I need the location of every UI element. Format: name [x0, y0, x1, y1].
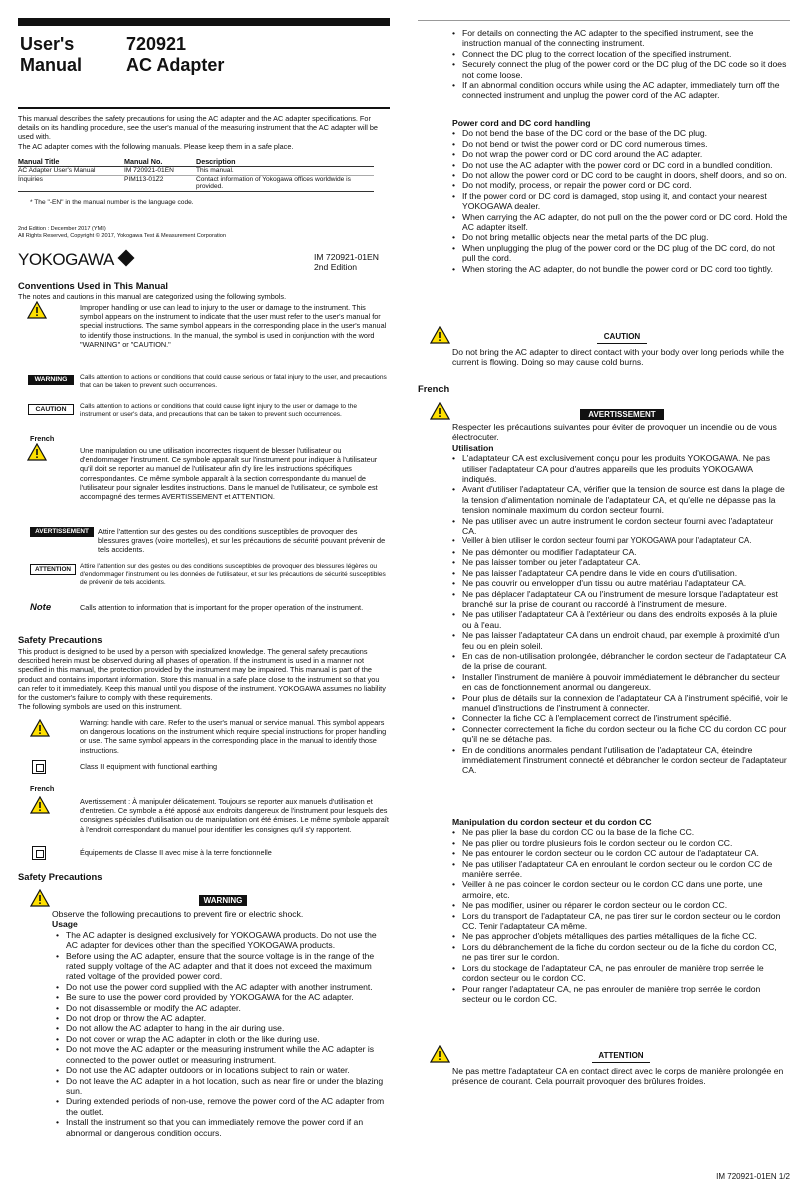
- list-item: • Do not allow the AC adapter to hang in the air during use.: [56, 1023, 390, 1033]
- avertissement-label: AVERTISSEMENT: [580, 409, 664, 420]
- list-item: • Do not allow the power cord or DC cord to be caught in doors, shelf doors, and so on.: [452, 170, 788, 180]
- list-item: • Lors du transport de l'adaptateur CA, ne pas tirer sur le cordon secteur ou le cordon CC. Tenir l'adaptateur CA même.: [452, 911, 788, 932]
- list-item: • Ne pas plier la base du cordon CC ou la base de la fiche CC.: [452, 827, 788, 837]
- warning-triangle-icon: [30, 889, 50, 907]
- list-item: • Ne pas démonter ou modifier l'adaptateur CA.: [452, 547, 788, 557]
- list-item: • Ne pas entourer le cordon secteur ou le cordon CC autour de l'adaptateur CA.: [452, 848, 788, 858]
- list-item: • Avant d'utiliser l'adaptateur CA, vérifier que la tension de source est dans la plage de la tension d'alimentation nominale de l'adaptateur CA, et qu'elle ne dépasse pas la tension nominale maximum du cordon secteur fourni.: [452, 484, 788, 515]
- caution-label: CAUTION: [28, 404, 74, 415]
- list-item: • Ne pas déplacer l'adaptateur CA ou l'instrument de mesure lorsque l'adaptateur est branché sur la prise de courant ou raccordé à l'instrument de mesure.: [452, 589, 788, 610]
- list-item: • Do not use the AC adapter outdoors or in locations subject to rain or water.: [56, 1065, 390, 1075]
- list-item: • Ne pas utiliser avec un autre instrument le cordon secteur fourni avec l'adaptateur CA.: [452, 516, 788, 537]
- list-item: • Do not move the AC adapter or the measuring instrument while the AC adapter is connected to the power outlet or measuring instrument.: [56, 1044, 390, 1065]
- note-label: Note: [30, 602, 52, 613]
- safety-precautions-heading: Safety Precautions: [18, 634, 103, 645]
- utilisation-section: [452, 422, 788, 776]
- list-item: • Installer l'instrument de manière à pouvoir immédiatement le débrancher du secteur en cas de fonctionnement anormal ou dangereux.: [452, 672, 788, 693]
- caution-triangle-icon: [430, 326, 450, 344]
- table-row: [18, 166, 374, 175]
- avert-intro: Respecter les précautions suivantes pour éviter de provoquer un incendie ou de vous électrocuter.: [452, 422, 777, 443]
- symbols-intro: The following symbols are used on this instrument.: [18, 702, 182, 712]
- cord-title: Power cord and DC cord handling: [452, 118, 591, 128]
- conventions-intro: The notes and cautions in this manual are categorized using the following symbols.: [18, 292, 287, 301]
- attention-label: ATTENTION: [30, 564, 76, 575]
- list-item: • When unplugging the plug of the power cord or the DC plug of the DC cord, do not pull the cord.: [452, 243, 788, 264]
- list-item: • Do not use the power cord supplied with the AC adapter with another instrument.: [56, 982, 390, 992]
- caution-label: CAUTION: [597, 332, 647, 344]
- symbol-description: Improper handling or use can lead to injury to the user or damage to the instrument. This symbol appears on the instrument to indicate that the user must refer to the user's manual for special instructions. The same symbol appears in the corresponding place in the user's manual to identify those instructions. In the manual, the symbol is used in conjunction with the word "WARNING" or "CAUTION.": [80, 303, 387, 349]
- list-item: • For details on connecting the AC adapter to the specified instrument, see the instruction manual of the connecting instrument.: [452, 28, 788, 49]
- list-item: • Lors du débranchement de la fiche du cordon secteur ou de la fiche du cordon CC, ne pas tirer sur le cordon.: [452, 942, 788, 963]
- manual-type-title: [20, 34, 82, 76]
- list-item: • Do not bend or twist the power cord or DC cord numerous times.: [452, 139, 788, 149]
- safety-precautions-heading-2: Safety Precautions: [18, 871, 103, 882]
- warning-triangle-icon: [430, 402, 450, 420]
- list-item: • Do not wrap the power cord or DC cord around the AC adapter.: [452, 149, 788, 159]
- list-item: • Do not disassemble or modify the AC adapter.: [56, 1003, 390, 1013]
- class2-earthing-icon: [32, 760, 46, 774]
- table-header: Manual No.: [124, 158, 196, 166]
- caution-description: Calls attention to actions or conditions that could cause light injury to the user or damage to the instrument or user's data, and precautions that can be taken to prevent such occurrences.: [80, 403, 358, 419]
- list-item: • Ne pas couvrir ou envelopper d'un tissu ou autre matériau l'adaptateur CA.: [452, 578, 788, 588]
- title-rule: [18, 107, 390, 109]
- list-item: • Ne pas laisser l'adaptateur CA pendre dans le vide en cours d'utilisation.: [452, 568, 788, 578]
- warning-label: WARNING: [199, 895, 247, 906]
- usage-continued: [452, 28, 788, 101]
- list-item: • Veiller à ne pas coincer le cordon secteur ou le cordon CC dans une porte, une armoire, etc.: [452, 879, 788, 900]
- title-manual: Manual: [20, 55, 83, 75]
- table-cell: PIM113-01Z2: [124, 175, 196, 192]
- warning-description: Calls attention to actions or conditions that could cause serious or fatal injury to the user, and precautions that can be taken to prevent such occurrences.: [80, 374, 387, 390]
- usage-title: Usage: [52, 919, 78, 930]
- french-label: French: [30, 784, 55, 793]
- product-title: [126, 34, 224, 76]
- edition-line: 2nd Edition : December 2017 (YMI): [18, 226, 106, 232]
- list-item: • Install the instrument so that you can immediately remove the power cord if an abnormal or dangerous condition occurs.: [56, 1117, 390, 1138]
- caution-triangle-icon: [430, 1045, 450, 1063]
- cord-list: [452, 128, 788, 274]
- doc-id: IM 720921-01EN: [314, 252, 379, 262]
- avertissement-label: AVERTISSEMENT: [30, 527, 94, 537]
- usage-section: [52, 909, 390, 1138]
- edition-info: [18, 226, 226, 241]
- top-line: [418, 20, 790, 21]
- page-footer: IM 720921-01EN 1/2: [716, 1172, 790, 1181]
- table-cell: This manual.: [196, 166, 374, 175]
- french-label: French: [30, 434, 55, 443]
- table-cell: Inquiries: [18, 175, 124, 192]
- product-name: AC Adapter: [126, 55, 225, 75]
- warn-symbol-text: Warning: handle with care. Refer to the user's manual or service manual. This symbol appears on dangerous locations on the instrument which require special instructions for proper handling or use. The same symbol appears in the corresponding place in the manual to identify those instructions.: [80, 718, 387, 755]
- list-item: • Before using the AC adapter, ensure that the source voltage is in the range of the rated supply voltage of the AC adapter and that it does not exceed the maximum rated voltage of the provided power cord.: [56, 951, 390, 982]
- list-item: • Ne pas approcher d'objets métalliques des parties métalliques de la fiche CC.: [452, 931, 788, 941]
- list-item: • Connecter correctement la fiche du cordon secteur ou la fiche CC du cordon CC pour qu'il ne se détache pas.: [452, 724, 788, 745]
- warning-triangle-icon: [30, 719, 50, 737]
- list-item: • Lors du stockage de l'adaptateur CA, ne pas enrouler de manière trop serrée le cordon secteur ou le cordon CC.: [452, 963, 788, 984]
- language-note: * The "-EN" in the manual number is the language code.: [30, 199, 194, 206]
- safety-body: This product is designed to be used by a person with specialized knowledge. The general safety precautions described herein must be observed during all phases of operation. If the instrument is used in a manner not specified in this manual, the protection provided by the instrument may be impaired. This manual is part of the product and contains important information. Store this manual in a safe place close to the instrument so that you can refer to it immediately. Keep this manual until you dispose of the instrument. YOKOGAWA assumes no liability for the customer's failure to comply with these requirements.: [18, 647, 386, 703]
- attention-label: ATTENTION: [592, 1051, 650, 1063]
- cord-section: [452, 118, 788, 274]
- manipulation-section: [452, 817, 788, 1004]
- fr-symbol-description: Une manipulation ou une utilisation incorrectes risquent de blesser l'utilisateur ou d'endommager l'instrument. Ce symbole apparaît sur l'instrument pour indiquer à l'utilisateur qu'il doit se reporter au manuel de l'utilisateur afin d'y lire les instructions spécifiques correspondantes. Ce même symbole apparaît à la section correspondante du manuel de l'utilisateur pour signaler lesdites instructions. Dans le manuel de l'utilisateur, ce symbole est accompagné des termes AVERTISSEMENT et ATTENTION.: [80, 446, 378, 502]
- list-item: • Veiller à bien utiliser le cordon secteur fourni par YOKOGAWA pour l'adaptateur CA.: [452, 536, 788, 546]
- note-description: Calls attention to information that is important for the proper operation of the instrument.: [80, 603, 364, 612]
- list-item: • Do not cover or wrap the AC adapter in cloth or the like during use.: [56, 1034, 390, 1044]
- list-item: • If the power cord or DC cord is damaged, stop using it, and contact your nearest YOKOGAWA dealer.: [452, 191, 788, 212]
- list-item: • Ne pas plier ou tordre plusieurs fois le cordon secteur ou le cordon CC.: [452, 838, 788, 848]
- avertissement-description: Attire l'attention sur des gestes ou des conditions susceptibles de provoquer des blessures graves (voire mortelles), et sur les précautions de sécurité pouvant prévenir de tels accidents.: [98, 527, 386, 555]
- list-item: • When carrying the AC adapter, do not pull on the the power cord or DC cord. Hold the AC adapter itself.: [452, 212, 788, 233]
- french-heading: French: [418, 383, 450, 394]
- warning-triangle-icon: [27, 443, 47, 461]
- list-item: • If an abnormal condition occurs while using the AC adapter, immediately turn off the connected instrument and unplug the power cord of the AC adapter.: [452, 80, 788, 101]
- edition: 2nd Edition: [314, 262, 358, 272]
- fr-warn-text: Avertissement : À manipuler délicatement. Toujours se reporter aux manuels d'utilisation et d'entretien. Ce symbole a été apposé aux endroits dangereux de l'instrument pour lesquels des consignes spéciales d'utilisation ou de manipulation ont été émises. Le même symbole apparaît à l'endroit correspondant du manuel pour identifier les consignes qu'il s'y rapportent.: [80, 797, 389, 834]
- list-item: • Connect the DC plug to the correct location of the specified instrument.: [452, 49, 788, 59]
- intro-paragraph: The AC adapter comes with the following manuals. Please keep them in a safe place.: [18, 141, 294, 151]
- usage-list-cont: [452, 28, 788, 101]
- warning-triangle-icon: [27, 301, 47, 319]
- list-item: • Do not bring metallic objects near the metal parts of the DC plug.: [452, 232, 788, 242]
- list-item: • Do not bend the base of the DC cord or the base of the DC plug.: [452, 128, 788, 138]
- conventions-heading: Conventions Used in This Manual: [18, 280, 169, 291]
- warning-triangle-icon: [30, 796, 50, 814]
- list-item: • Pour ranger l'adaptateur CA, ne pas enrouler de manière trop serrée le cordon secteur ou le cordon CC.: [452, 984, 788, 1005]
- table-header: Manual Title: [18, 158, 124, 166]
- intro: [18, 114, 386, 151]
- list-item: • Do not use the AC adapter with the power cord or DC cord in a bundled condition.: [452, 160, 788, 170]
- table-cell: Contact information of Yokogawa offices worldwide is provided.: [196, 175, 374, 192]
- list-item: • Ne pas laisser l'adaptateur CA dans un endroit chaud, par exemple à proximité d'un feu ou en plein soleil.: [452, 630, 788, 651]
- list-item: • The AC adapter is designed exclusively for YOKOGAWA products. Do not use the AC adapter for devices other than the specified YOKOGAWA products.: [56, 930, 390, 951]
- title-users: User's: [20, 34, 75, 54]
- list-item: • Be sure to use the power cord provided by YOKOGAWA for the AC adapter.: [56, 992, 390, 1002]
- title-block: [18, 34, 390, 82]
- list-item: • En cas de non-utilisation prolongée, débrancher le cordon secteur de l'adaptateur CA de la prise de courant.: [452, 651, 788, 672]
- list-item: • Securely connect the plug of the power cord or the DC plug of the DC code so it does not come loose.: [452, 59, 788, 80]
- list-item: • Do not leave the AC adapter in a hot location, such as near fire or under the blazing sun.: [56, 1076, 390, 1097]
- product-number: 720921: [126, 34, 187, 54]
- fr-class2-text: Équipements de Classe II avec mise à la terre fonctionnelle: [80, 848, 272, 857]
- yokogawa-diamond-icon: [118, 250, 135, 267]
- list-item: • Ne pas utiliser l'adaptateur CA à l'extérieur ou dans des endroits exposés à la pluie ou à l'eau.: [452, 609, 788, 630]
- manip-title: Manipulation du cordon secteur et du cordon CC: [452, 817, 652, 827]
- list-item: • Connecter la fiche CC à l'emplacement correct de l'instrument spécifié.: [452, 713, 788, 723]
- caution-text: Do not bring the AC adapter to direct contact with your body over long periods while the current is flowing. Doing so may cause cold burns.: [452, 347, 785, 368]
- table-row: [18, 175, 374, 192]
- list-item: • Pour plus de détails sur la connexion de l'adaptateur CA à l'instrument spécifié, voir le manuel d'instructions de l'instrument à connecter.: [452, 693, 788, 714]
- list-item: • Ne pas laisser tomber ou jeter l'adaptateur CA.: [452, 557, 788, 567]
- table-cell: IM 720921-01EN: [124, 166, 196, 175]
- intro-paragraph: This manual describes the safety precautions for using the AC adapter and the AC adapter specifications. For details on its handling procedure, see the user's manual of the measuring instrument that the AC adapter will be used with.: [18, 114, 378, 142]
- table-header: Description: [196, 158, 374, 166]
- list-item: • During extended periods of non-use, remove the power cord of the AC adapter from the outlet.: [56, 1096, 390, 1117]
- list-item: • Do not drop or throw the AC adapter.: [56, 1013, 390, 1023]
- list-item: • Ne pas modifier, usiner ou réparer le cordon secteur ou le cordon CC.: [452, 900, 788, 910]
- attention-text: Ne pas mettre l'adaptateur CA en contact direct avec le corps de manière prolongée en présence de courant. Cela pourrait provoquer des brûlures froides.: [452, 1066, 784, 1087]
- usage-intro: Observe the following precautions to prevent fire or electric shock.: [52, 909, 304, 919]
- manip-list: [452, 827, 788, 1004]
- usage-list: [56, 930, 390, 1138]
- class2-earthing-icon: [32, 846, 46, 860]
- copyright: All Rights Reserved, Copyright © 2017, Yokogawa Test & Measurement Corporation: [18, 233, 226, 240]
- doc-id-block: [314, 252, 379, 272]
- warning-label: WARNING: [28, 375, 74, 385]
- utilisation-title: Utilisation: [452, 442, 494, 453]
- attention-description: Attire l'attention sur des gestes ou des conditions susceptibles de provoquer des blessures légères ou d'endommager l'instrument ou les données de l'utilisateur, et sur les précautions de sécurité susceptibles de prévenir de tels accidents.: [80, 563, 386, 587]
- top-bar: [18, 18, 390, 26]
- list-item: • When storing the AC adapter, do not bundle the power cord or DC cord too tightly.: [452, 264, 788, 274]
- list-item: • En de conditions anormales pendant l'utilisation de l'adaptateur CA, éteindre immédiatement l'instrument connecté et débrancher le cordon secteur de l'adaptateur CA.: [452, 745, 788, 776]
- utilisation-list: [452, 453, 788, 776]
- manual-table: [18, 158, 374, 192]
- class2-text: Class II equipment with functional earthing: [80, 762, 218, 771]
- list-item: • Ne pas utiliser l'adaptateur CA en enroulant le cordon secteur ou le cordon CC de manière serrée.: [452, 859, 788, 880]
- table-cell: AC Adapter User's Manual: [18, 166, 124, 175]
- list-item: • L'adaptateur CA est exclusivement conçu pour les produits YOKOGAWA. Ne pas utiliser l'adaptateur CA pour d'autres appareils que les produits YOKOGAWA indiqués.: [452, 453, 788, 484]
- list-item: • Do not modify, process, or repair the power cord or DC cord.: [452, 180, 788, 190]
- yokogawa-logo: YOKOGAWA: [18, 250, 114, 269]
